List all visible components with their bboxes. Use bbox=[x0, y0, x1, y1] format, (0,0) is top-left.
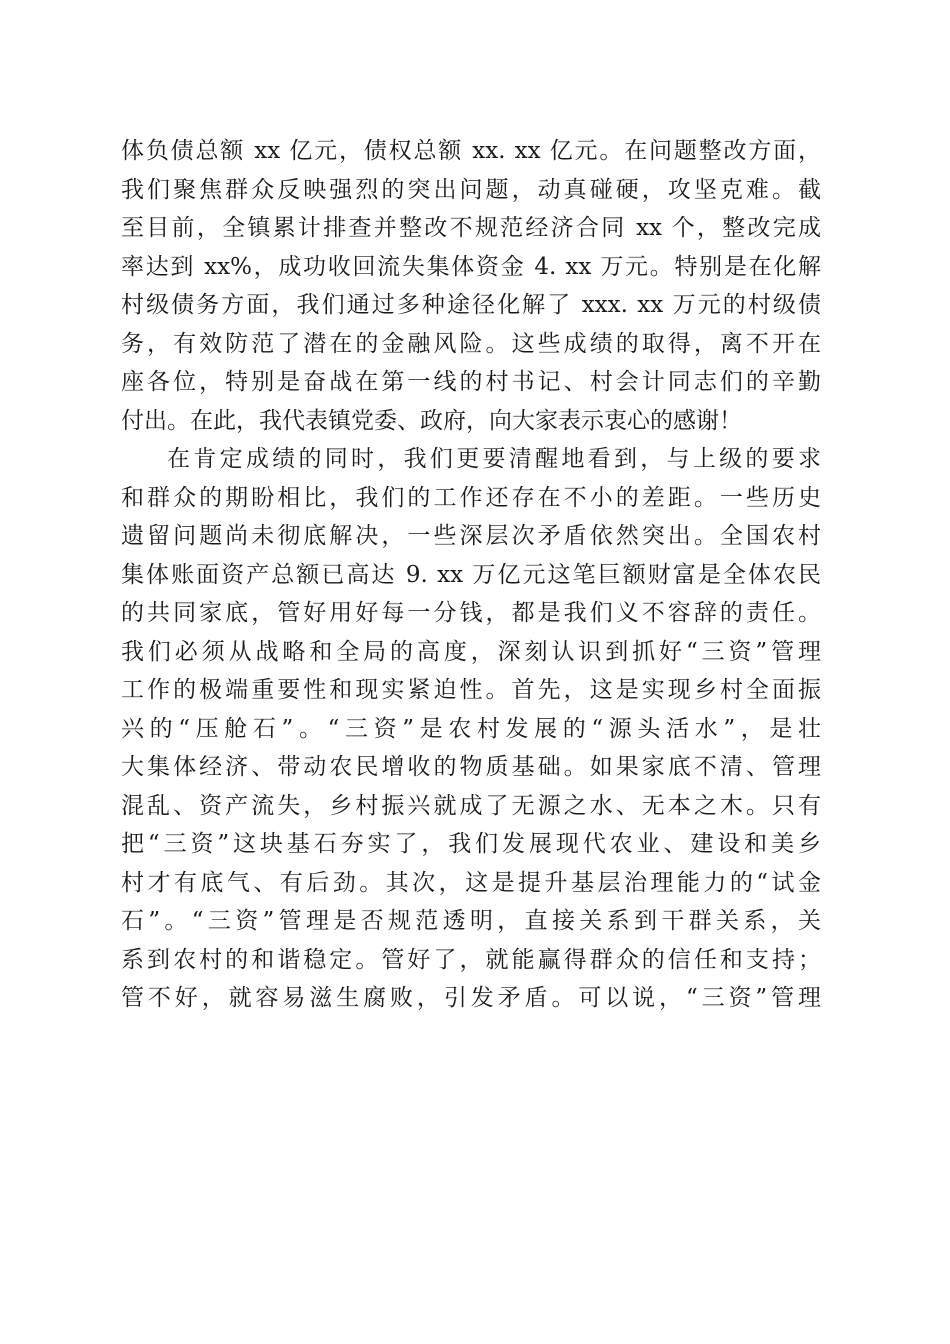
paragraph-1-line: 付出。在此，我代表镇党委、政府，向大家表示衷心的感谢！ bbox=[121, 407, 742, 434]
body-text bbox=[121, 132, 821, 1018]
paragraph-2-line: 兴的“压舱石”。“三资”是农村发展的“源头活水”，是壮 bbox=[121, 715, 821, 742]
paragraph-2-line: 管不好，就容易滋生腐败，引发矛盾。可以说，“三资”管理 bbox=[121, 985, 821, 1011]
paragraph-1-line: 体负债总额 xx 亿元，债权总额 xx. xx 亿元。在问题整改方面， bbox=[121, 138, 821, 164]
paragraph-2-line: 集体账面资产总额已高达 9. xx 万亿元这笔巨额财富是全体农民 bbox=[121, 561, 821, 588]
paragraph-2-line: 把“三资”这块基石夯实了，我们发展现代农业、建设和美乡 bbox=[121, 831, 821, 857]
paragraph-1-line: 务，有效防范了潜在的金融风险。这些成绩的取得，离不开在 bbox=[121, 330, 821, 357]
paragraph-1-line: 村级债务方面，我们通过多种途径化解了 xxx. xx 万元的村级债 bbox=[121, 292, 821, 318]
paragraph-2-line: 的共同家底，管好用好每一分钱，都是我们义不容辞的责任。 bbox=[121, 600, 821, 626]
paragraph-2-line: 遗留问题尚未彻底解决，一些深层次矛盾依然突出。全国农村 bbox=[121, 523, 821, 549]
paragraph-1-line: 至目前，全镇累计排查并整改不规范经济合同 xx 个，整改完成 bbox=[121, 215, 821, 241]
paragraph-1-line: 率达到 xx%，成功收回流失集体资金 4. xx 万元。特别是在化解 bbox=[121, 253, 821, 280]
paragraph-2-line: 在肯定成绩的同时，我们更要清醒地看到，与上级的要求 bbox=[167, 446, 821, 472]
paragraph-2-line: 村才有底气、有后劲。其次，这是提升基层治理能力的“试金 bbox=[121, 869, 821, 896]
paragraph-2-line: 我们必须从战略和全局的高度，深刻认识到抓好“三资”管理 bbox=[121, 638, 821, 665]
paragraph-2-line: 和群众的期盼相比，我们的工作还存在不小的差距。一些历史 bbox=[121, 484, 821, 511]
paragraph-1-line: 我们聚焦群众反映强烈的突出问题，动真碰硬，攻坚克难。截 bbox=[121, 176, 821, 203]
paragraph-2-line: 大集体经济、带动农民增收的物质基础。如果家底不清、管理 bbox=[121, 754, 821, 780]
paragraph-2-line: 石”。“三资”管理是否规范透明，直接关系到干群关系，关 bbox=[121, 908, 821, 934]
paragraph-1-line: 座各位，特别是奋战在第一线的村书记、村会计同志们的辛勤 bbox=[121, 369, 821, 395]
paragraph-2-line: 混乱、资产流失，乡村振兴就成了无源之水、无本之木。只有 bbox=[121, 792, 821, 819]
paragraph-2-line: 工作的极端重要性和现实紧迫性。首先，这是实现乡村全面振 bbox=[121, 677, 821, 703]
paragraph-2-line: 系到农村的和谐稳定。管好了，就能赢得群众的信任和支持； bbox=[121, 946, 821, 973]
